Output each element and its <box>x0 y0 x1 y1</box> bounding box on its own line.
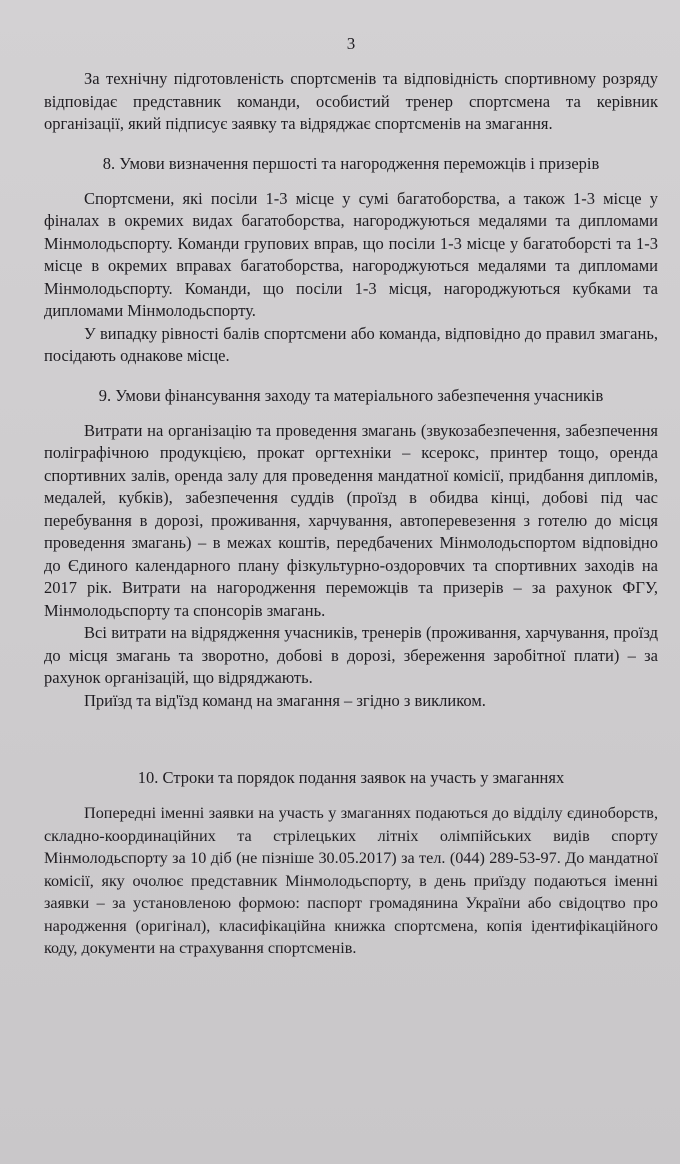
section-8-paragraph-1: Спортсмени, які посіли 1-3 місце у сумі багатоборства, а також 1-3 місце у фіналах в окремих видах багатоборства, нагороджуються медалями та дипломами Мінмолодьспорту. Команди групових вправ, що посіли 1-3 місце у багатоборсті та 1-3 місце в окремих вправах багатоборства, нагороджуються медалями та дипломами Мінмолодьспорту. Команди, що посіли 1-3 місця, нагороджуються кубками та дипломами Мінмолодьспорту. <box>44 188 658 320</box>
section-spacer <box>44 712 658 750</box>
section-9-paragraph-2: Всі витрати на відрядження учасників, тренерів (проживання, харчування, проїзд до місця змагань та зворотно, добові в дорозі, збереження заробітної плати) – за рахунок організацій, що відряджають. <box>44 623 658 687</box>
section-8 <box>44 154 658 368</box>
section-10-heading: 10. Строки та порядок подання заявок на участь у змаганнях <box>137 768 565 787</box>
section-10-paragraph-1: Попередні іменні заявки на участь у змаганнях подаються до відділу єдиноборств, складно-координаційних та стрілецьких літніх олімпійських видів спорту Мінмолодьспорту за 10 діб (не пізніше 30.05.2017) за тел. (044) 289-53-97. До мандатної комісії, яку очолює представник Мінмолодьспорту, в день приїзду подаються іменні заявки – за установленою формою: паспорт громадянина України або свідоцтво про народження (оригінал), класифікаційна книжка спортсмена, копія ідентифікаційного коду, документи на страхування спортсменів. <box>44 804 658 957</box>
section-8-paragraph-2: У випадку рівності балів спортсмени або команда, відповідно до правил змагань, посідають однакове місце. <box>44 323 658 365</box>
intro-paragraph: За технічну підготовленість спортсменів та відповідність спортивному розряду відповідає представник команди, особистий тренер спортсмена та керівник організації, який підписує заявку та відряджає спортсменів на змагання. <box>44 69 658 133</box>
section-9-paragraph-3: Приїзд та від'їзд команд на змагання – згідно з викликом. <box>84 690 486 710</box>
section-9 <box>44 386 658 713</box>
page-number: 3 <box>346 34 356 53</box>
section-9-heading: 9. Умови фінансування заходу та матеріального забезпечення учасників <box>98 385 604 405</box>
section-8-heading: 8. Умови визначення першості та нагородження переможців і призерів <box>102 153 600 173</box>
intro-section <box>44 68 658 136</box>
section-9-paragraph-1: Витрати на організацію та проведення змагань (звукозабезпечення, забезпечення поліграфічною продукцією, прокат оргтехніки – ксерокс, принтер тощо, оренда спортивних залів, оренда залу для проведення мандатної комісії, придбання дипломів, медалей, кубків), забезпечення суддів (проїзд в обидва кінці, добові під час перебування в дорозі, проживання, харчування, автоперевезення з готелю до місця проведення змагань) – в межах коштів, передбачених Мінмолодьспортом відповідно до Єдиного календарного плану фізкультурно-оздоровчих та спортивних заходів на 2017 рік. Витрати на нагородження переможців та призерів – за рахунок ФГУ, Мінмолодьспорту та спонсорів змагань. <box>44 420 658 620</box>
section-10 <box>44 768 658 960</box>
